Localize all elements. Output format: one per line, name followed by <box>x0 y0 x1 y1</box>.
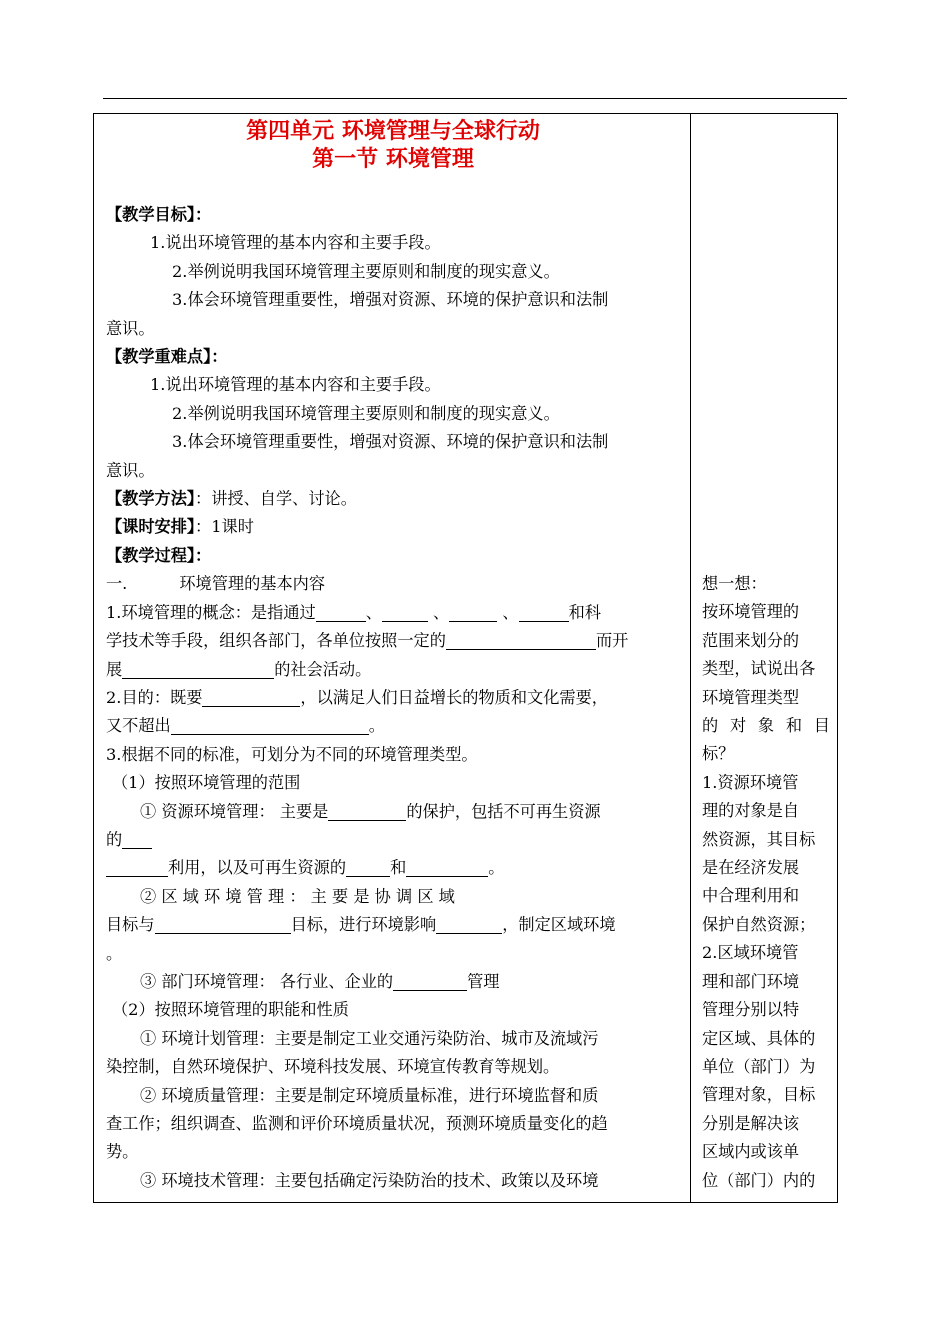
process-heading: 【教学过程】： <box>106 545 212 565</box>
side-note-line: 按环境管理的 <box>702 602 800 622</box>
key-point-item: 1.说出环境管理的基本内容和主要手段。 <box>150 375 441 395</box>
side-note-line: 分别是解决该 <box>702 1113 800 1133</box>
scope-item-resource-continued: 利用，以及可再生资源的 和 。 <box>106 854 680 882</box>
schedule-line <box>106 513 680 541</box>
schedule-text: ：1课时 <box>195 517 254 537</box>
fill-blank[interactable] <box>316 603 366 622</box>
question-1-line: 学技术等手段，组织各部门，各单位按照一定的 而开 <box>106 631 629 651</box>
fill-blank[interactable] <box>449 603 497 622</box>
fill-blank[interactable] <box>446 631 596 650</box>
scope-item-resource: ① 资源环境管理： 主要是 的保护，包括不可再生资源 <box>140 801 601 821</box>
question-2-line: 2.目的：既要 ，以满足人们日益增长的物质和文化需要， <box>106 687 608 707</box>
fill-blank[interactable] <box>155 915 291 934</box>
fill-blank[interactable] <box>406 858 488 877</box>
scope-item-department: ③ 部门环境管理： 各行业、企业的 管理 <box>140 971 500 991</box>
fill-blank[interactable] <box>382 603 428 622</box>
side-note-line: 范围来划分的 <box>702 630 800 650</box>
objective-item-continued: 意识。 <box>106 318 155 338</box>
function-item-continued: 查工作；组织调查、监测和评价环境质量状况，预测环境质量变化的趋 <box>106 1114 608 1133</box>
objectives-heading: 【教学目标】： <box>106 205 212 224</box>
section-title: 第一节 环境管理 <box>312 146 474 172</box>
method-heading: 【教学方法】 <box>106 489 196 509</box>
function-item-continued: 染控制，自然环境保护、环境科技发展、环境宣传教育等规划。 <box>106 1057 560 1077</box>
main-column <box>106 114 680 1195</box>
fill-blank[interactable] <box>106 858 168 877</box>
side-note-line: 环境管理类型 <box>702 687 800 707</box>
key-point-item: 3.体会环境管理重要性，增强对资源、环境的保护意识和法制 <box>172 432 609 452</box>
fill-blank[interactable] <box>436 915 502 934</box>
objective-item: 2.举例说明我国环境管理主要原则和制度的现实意义。 <box>172 261 560 281</box>
side-note-line: 然资源，其目标 <box>702 829 816 849</box>
scope-item-region-continued: 目标与 目标，进行环境影响 ，制定区域环境 <box>106 915 616 935</box>
fill-blank[interactable] <box>122 660 274 679</box>
side-note-line: 管理分别以特 <box>702 1000 800 1020</box>
fill-blank[interactable] <box>328 802 406 821</box>
side-notes <box>702 570 830 1195</box>
function-item-continued: 势。 <box>106 1142 139 1162</box>
unit-title: 第四单元 环境管理与全球行动 <box>246 118 540 144</box>
lesson-table <box>93 113 838 1203</box>
fill-blank[interactable] <box>171 716 369 735</box>
fill-blank[interactable] <box>346 858 390 877</box>
fill-blank[interactable] <box>393 972 467 991</box>
part-heading <box>106 570 680 598</box>
side-note-line: 中合理利用和 <box>702 886 800 906</box>
header-rule <box>103 98 847 99</box>
question-2-line: 又不超出 。 <box>106 716 385 736</box>
part-title: 环境管理的基本内容 <box>179 574 326 594</box>
side-note-line: 单位（部门）为 <box>702 1056 816 1076</box>
side-note-line: 保护自然资源； <box>702 914 816 934</box>
side-note-line: 的 对 象 和 目 <box>702 716 830 736</box>
question-1-line: 展 的社会活动。 <box>106 659 372 679</box>
schedule-heading: 【课时安排】 <box>106 517 196 537</box>
fill-blank[interactable] <box>519 603 569 622</box>
function-heading: （2）按照环境管理的职能和性质 <box>112 1000 349 1020</box>
side-note-line: 1.资源环境管 <box>702 772 799 792</box>
side-note-line: 是在经济发展 <box>702 858 800 878</box>
key-points-heading: 【教学重难点】： <box>106 347 228 367</box>
scope-item-region: ② 区 域 环 境 管 理 ： 主 要 是 协 调 区 域 <box>140 886 455 906</box>
side-note-line: 位（部门）内的 <box>702 1170 816 1190</box>
method-line <box>106 485 680 513</box>
part-number: 一. <box>106 574 128 594</box>
column-divider <box>690 114 691 1202</box>
fill-blank[interactable] <box>202 688 300 707</box>
scope-item-region-continued: 。 <box>106 943 123 963</box>
scope-item-resource-continued: 的 <box>106 826 680 854</box>
objective-item: 3.体会环境管理重要性，增强对资源、环境的保护意识和法制 <box>172 290 609 310</box>
scope-heading: （1）按照环境管理的范围 <box>112 773 301 793</box>
objective-item: 1.说出环境管理的基本内容和主要手段。 <box>150 233 441 253</box>
side-note-line: 管理对象，目标 <box>702 1085 816 1105</box>
side-note-line: 理的对象是自 <box>702 801 800 821</box>
side-note-line: 标？ <box>702 744 735 764</box>
function-item: ③ 环境技术管理：主要包括确定污染防治的技术、政策以及环境 <box>140 1170 599 1190</box>
key-point-item: 2.举例说明我国环境管理主要原则和制度的现实意义。 <box>172 403 560 423</box>
question-1-line: 1.环境管理的概念：是指通过 、 、 、 和科 <box>106 602 601 622</box>
function-item: ② 环境质量管理：主要是制定环境质量标准，进行环境监督和质 <box>140 1085 599 1105</box>
side-note-line: 类型，试说出各 <box>702 659 816 679</box>
method-text: ：讲授、自学、讨论。 <box>195 489 357 509</box>
side-note-line: 2.区域环境管 <box>702 943 799 963</box>
function-item: ① 环境计划管理：主要是制定工业交通污染防治、城市及流域污 <box>140 1028 599 1048</box>
side-note-line: 理和部门环境 <box>702 971 800 991</box>
question-3-line: 3.根据不同的标准，可划分为不同的环境管理类型。 <box>106 744 478 764</box>
side-note-line: 想一想： <box>702 574 767 593</box>
side-note-line: 区域内或该单 <box>702 1142 800 1162</box>
side-note-line: 定区域、具体的 <box>702 1028 816 1048</box>
key-point-item-continued: 意识。 <box>106 460 155 480</box>
fill-blank[interactable] <box>122 830 152 849</box>
